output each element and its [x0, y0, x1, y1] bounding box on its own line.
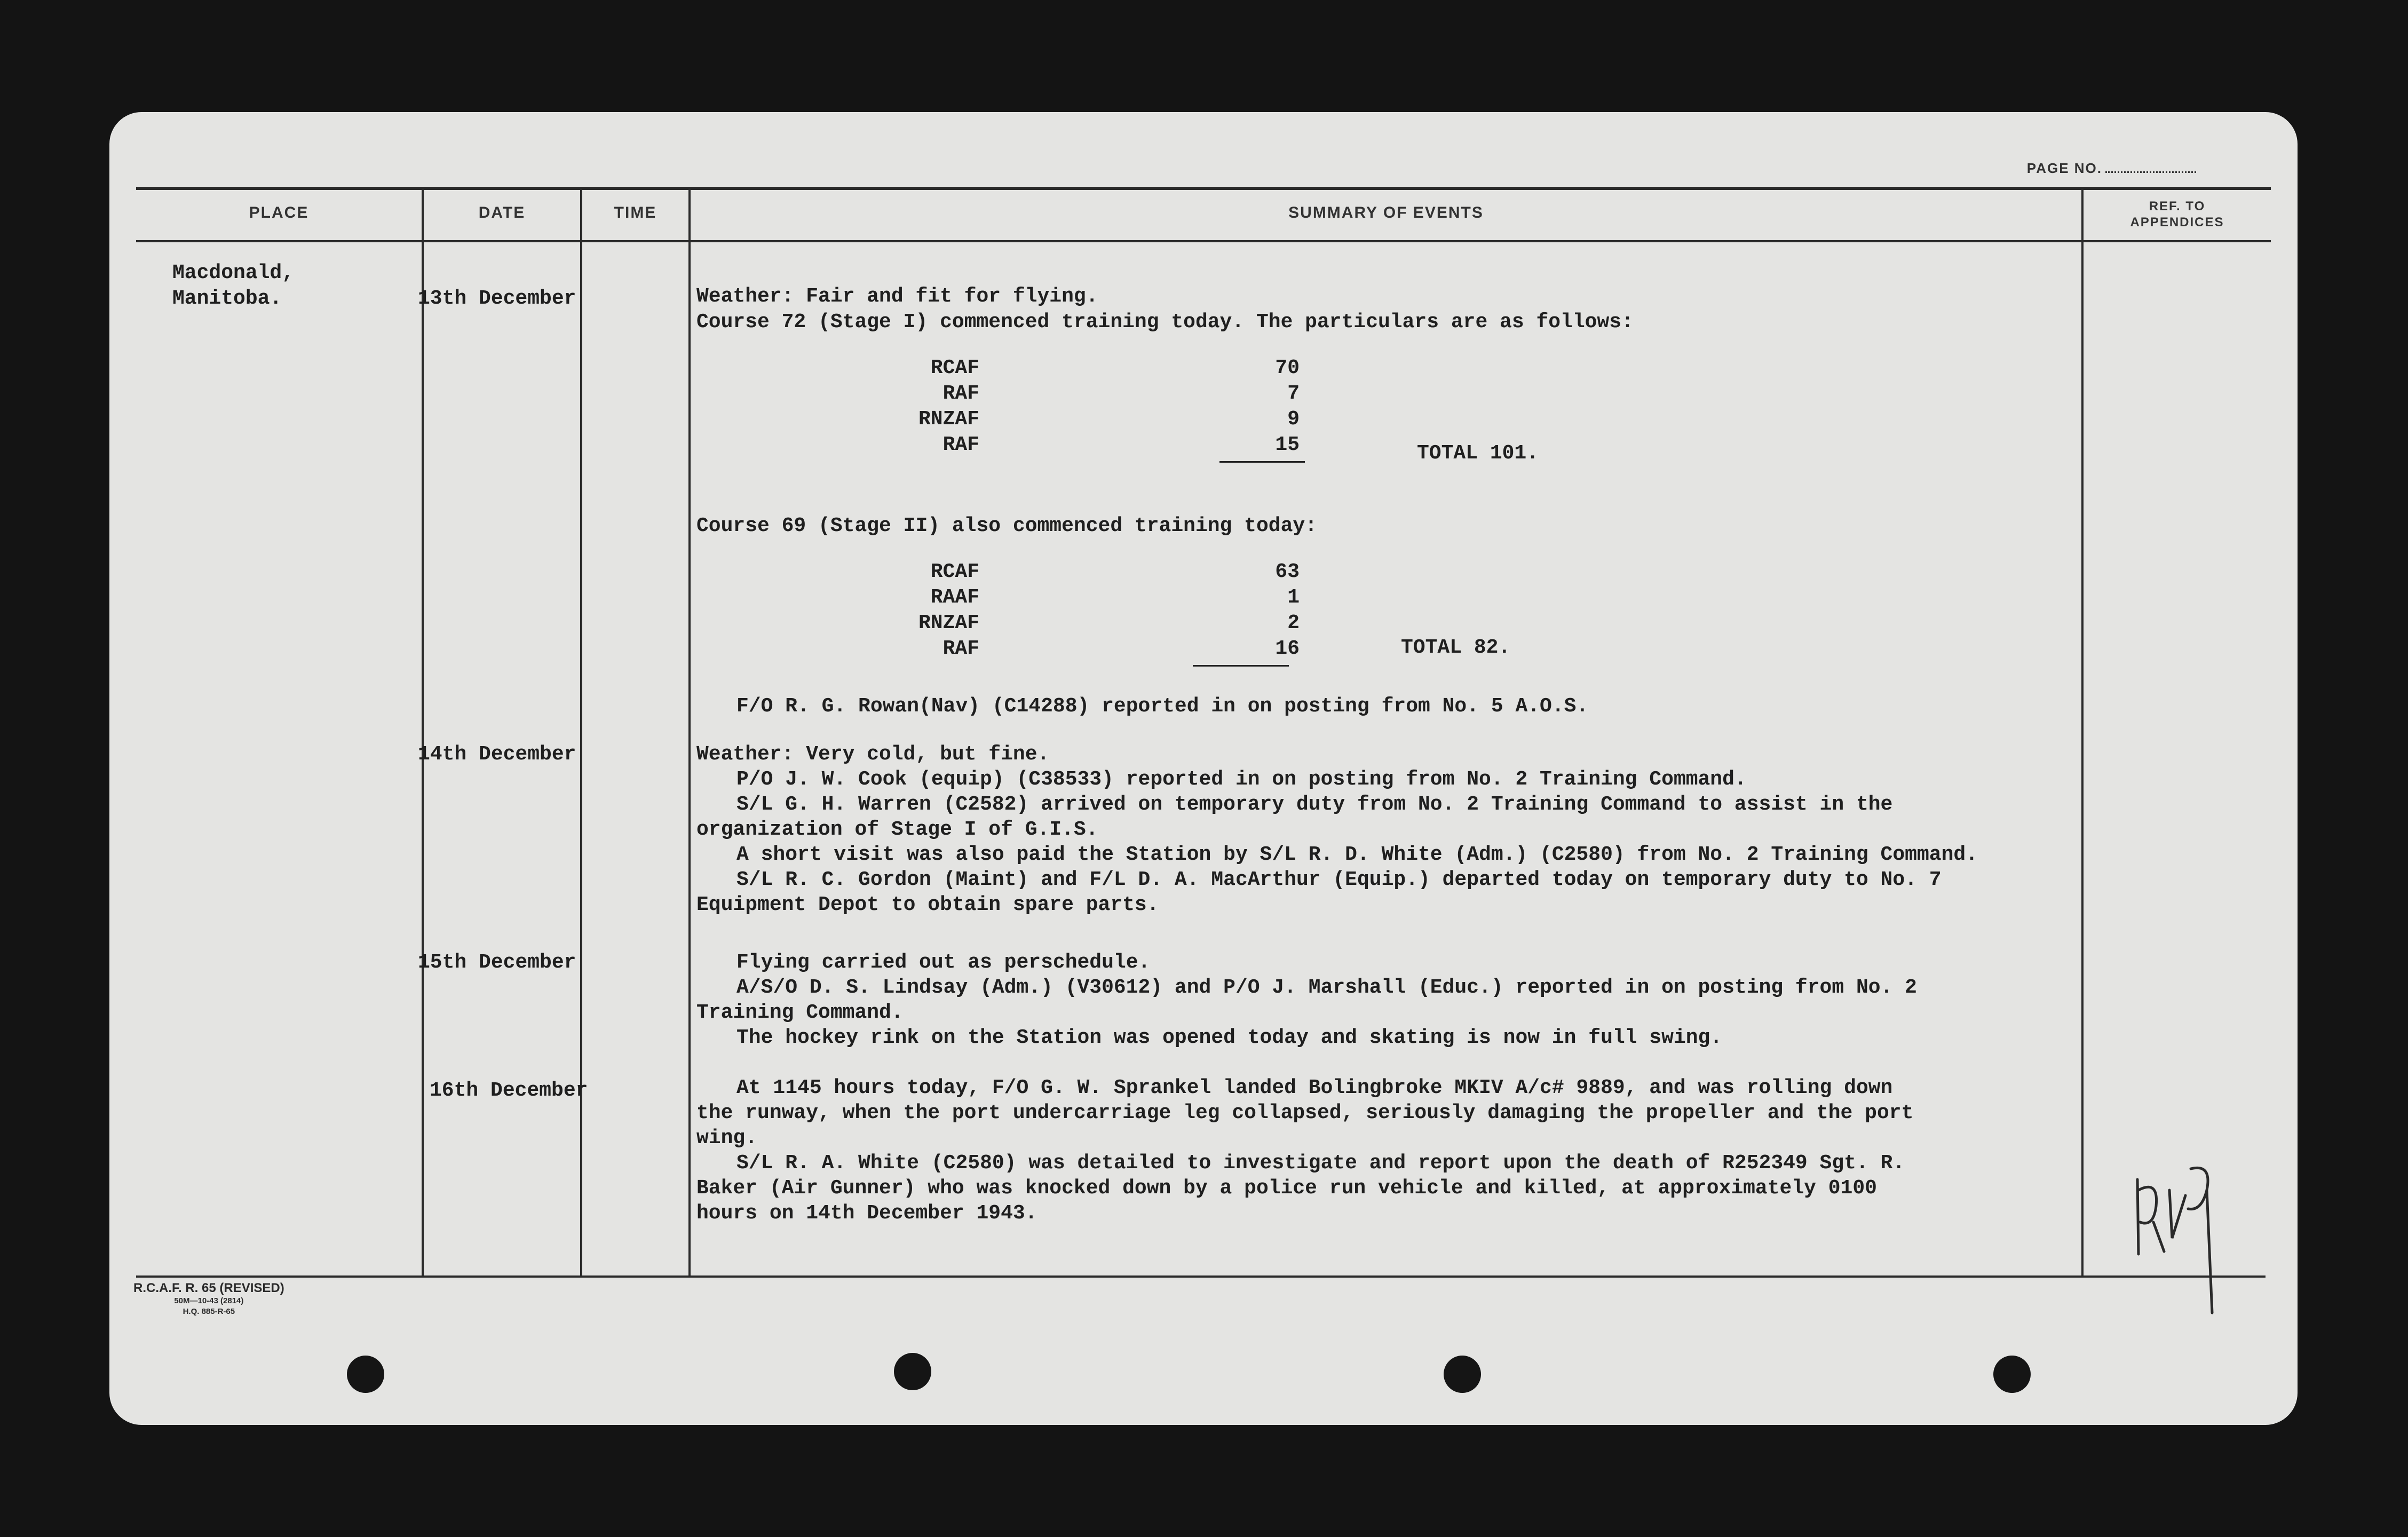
course69-row-1-name: RCAF	[930, 560, 979, 583]
page-number-label: PAGE NO.	[2026, 160, 2102, 176]
handwritten-initials-signature	[2127, 1158, 2244, 1318]
column-divider-summary-ref	[2081, 190, 2084, 1277]
form-number	[133, 1281, 284, 1317]
place-line-1: Macdonald,	[172, 262, 295, 284]
course72-row-1-value: 70	[1275, 356, 1300, 379]
binder-hole	[1444, 1356, 1481, 1393]
entry-13-course-69: Course 69 (Stage II) also commenced training today:	[696, 514, 1317, 537]
binder-hole	[1993, 1356, 2031, 1393]
binder-hole	[347, 1356, 384, 1393]
course69-row-3-value: 2	[1287, 612, 1300, 635]
course69-row-3-name: RNZAF	[918, 612, 979, 635]
form-number-line-1: R.C.A.F. R. 65 (REVISED)	[133, 1281, 284, 1295]
course69-row-2-name: RAAF	[930, 586, 979, 609]
entry-16-line-5: Baker (Air Gunner) who was knocked down by a police run vehicle and killed, at approximately 0100	[696, 1177, 1877, 1200]
course72-row-2-value: 7	[1287, 382, 1300, 405]
course72-row-2-name: RAF	[942, 382, 979, 405]
course69-row-4-name: RAF	[942, 637, 979, 660]
entry-14-line-1: Weather: Very cold, but fine.	[696, 743, 1050, 766]
place-line-2: Manitoba.	[172, 287, 282, 310]
entry-14-line-5: A short visit was also paid the Station by S/L R. D. White (Adm.) (C2580) from No. 2 Training Command.	[736, 843, 1978, 866]
column-header-date: DATE	[478, 204, 526, 221]
entry-16-line-3: wing.	[696, 1127, 758, 1150]
course69-row-1-value: 63	[1275, 560, 1300, 583]
entry-13-weather: Weather: Fair and fit for flying.	[696, 285, 1098, 308]
date-14-december: 14th December	[418, 743, 576, 766]
entry-14-line-2: P/O J. W. Cook (equip) (C38533) reported in on posting from No. 2 Training Command.	[736, 768, 1747, 791]
date-16-december: 16th December	[430, 1079, 588, 1102]
entry-13-course-72: Course 72 (Stage I) commenced training today. The particulars are as follows:	[696, 311, 1634, 334]
column-header-summary: SUMMARY OF EVENTS	[1288, 204, 1484, 221]
entry-14-line-3: S/L G. H. Warren (C2582) arrived on temporary duty from No. 2 Training Command to assist in the	[736, 793, 1893, 816]
entry-15-line-2: A/S/O D. S. Lindsay (Adm.) (V30612) and P/O J. Marshall (Educ.) reported in on posting from No. 2	[736, 976, 1917, 999]
entry-15-line-1: Flying carried out as perschedule.	[736, 951, 1151, 974]
entry-15-line-3: Training Command.	[696, 1001, 904, 1024]
entry-14-line-7: Equipment Depot to obtain spare parts.	[696, 893, 1159, 916]
course72-row-3-name: RNZAF	[918, 408, 979, 431]
entry-15-line-4: The hockey rink on the Station was opened today and skating is now in full swing.	[736, 1026, 1723, 1049]
form-number-line-3: H.Q. 885-R-65	[183, 1307, 235, 1316]
diary-form-sheet	[109, 112, 2298, 1425]
entry-13-posting: F/O R. G. Rowan(Nav) (C14288) reported in on posting from No. 5 A.O.S.	[736, 695, 1589, 718]
date-13-december: 13th December	[418, 287, 576, 310]
course72-total: TOTAL 101.	[1417, 442, 1539, 465]
course69-row-4-value: 16	[1275, 637, 1300, 660]
course72-row-3-value: 9	[1287, 408, 1300, 431]
entry-14-line-4: organization of Stage I of G.I.S.	[696, 818, 1098, 841]
course72-row-4-name: RAF	[942, 433, 979, 456]
page-number-field	[2027, 160, 2196, 177]
column-divider-date-time	[580, 190, 582, 1277]
column-header-time: TIME	[614, 204, 657, 221]
course69-total: TOTAL 82.	[1401, 636, 1511, 659]
column-header-ref-appendices: REF. TO APPENDICES	[2130, 199, 2224, 229]
header-bottom-rule	[136, 240, 2271, 242]
course72-row-1-name: RCAF	[930, 356, 979, 379]
binder-hole	[894, 1353, 931, 1390]
date-15-december: 15th December	[418, 951, 576, 974]
entry-16-line-4: S/L R. A. White (C2580) was detailed to investigate and report upon the death of R252349 Sgt. R.	[736, 1152, 1905, 1175]
entry-16-line-2: the runway, when the port undercarriage leg collapsed, seriously damaging the propeller and the port	[696, 1102, 1914, 1124]
column-divider-place-date	[422, 190, 424, 1277]
column-divider-time-summary	[688, 190, 691, 1277]
course69-row-2-value: 1	[1287, 586, 1300, 609]
course72-total-underline	[1219, 461, 1305, 463]
header-top-rule	[136, 187, 2271, 190]
column-header-place: PLACE	[249, 204, 309, 221]
entry-16-line-1: At 1145 hours today, F/O G. W. Sprankel landed Bolingbroke MKIV A/c# 9889, and was rolling down	[736, 1076, 1893, 1099]
entry-14-line-6: S/L R. C. Gordon (Maint) and F/L D. A. MacArthur (Equip.) departed today on temporary duty to No. 7	[736, 868, 1942, 891]
footer-rule	[136, 1275, 2266, 1278]
course69-total-underline	[1193, 665, 1289, 667]
course72-row-4-value: 15	[1275, 433, 1300, 456]
form-number-line-2: 50M—10-43 (2814)	[174, 1296, 244, 1305]
entry-16-line-6: hours on 14th December 1943.	[696, 1202, 1037, 1225]
